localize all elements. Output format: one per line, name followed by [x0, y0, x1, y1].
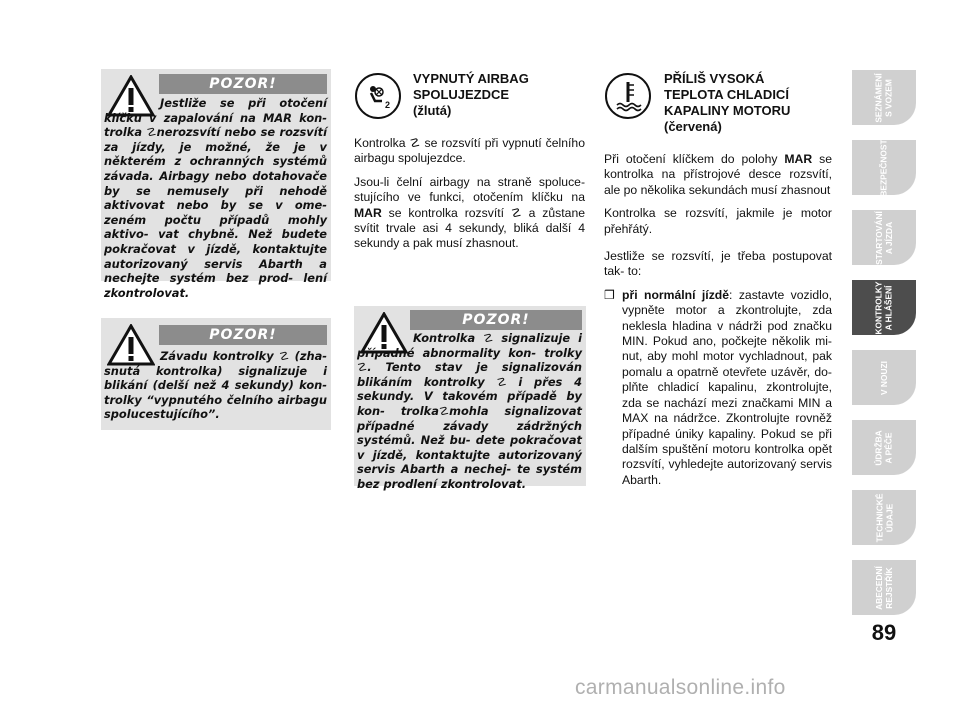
warning-box-bottom-left	[101, 318, 331, 430]
airbag-section-title: VYPNUTÝ AIRBAG SPOLUJEZDCE (žlutá)	[413, 71, 529, 118]
coolant-temperature-icon	[604, 72, 652, 120]
tab-bezpecnost[interactable]: BEZPEČNOST	[852, 140, 916, 195]
warning-text: Kontrolka ☡ signalizuje i případné abnormality kon- trolky ☡. Tento stav je signalizován blikáním kontrolky ☡ i přes 4 sekundy. V takovém případě by kon- trolka☡mohla signalizovat případné závady zádržných systémů. Než bu- dete pokračovat v jízdě, kontaktujte autorizovaný servis Abarth a nechej- te systém bez prodlení zkontrolovat.	[357, 331, 582, 491]
svg-text:2: 2	[385, 100, 391, 110]
page-number: 89	[871, 620, 897, 645]
bullet-item: ❒ při normální jízdě: zastavte vozidlo, vypněte motor a zkontrolujte, zda neklesla hladina v nádrži pod značku MIN. Pokud ano, počkejte několik mi- nut, aby mohl motor vychladnout, pak pomalu a opatrně otevřete uzávěr, do- plňte chladicí kapalinu, zkontrolujte, zda se nachází mezi značkami MIN a MAX na nádržce. Zkontrolujte rovněž případné úniky kapaliny. Pokud se při dalším spuštění motoru kontrolka opět rozsvítí, vyhledejte autorizovaný servis Abarth.	[604, 287, 832, 487]
tab-startovani[interactable]: STARTOVÁNÍ A JÍZDA	[852, 210, 916, 265]
tab-udrzba[interactable]: ÚDRŽBA A PÉČE	[852, 420, 916, 475]
paragraph: Jsou-li čelní airbagy na straně spoluce- stujícího ve funkci, otočením klíčku na MAR se kontrolka rozsvítí ☡ a zůstane svítit trvale asi 4 sekundy, bliká další 4 sekundy a pak musí zhasnout.	[354, 174, 585, 251]
coolant-section-body	[604, 152, 832, 488]
tab-kontrolky[interactable]: KONTROLKY A HLÁŠENÍ	[852, 280, 916, 335]
paragraph: Kontrolka se rozsvítí, jakmile je motor přehřátý.	[604, 206, 832, 236]
warning-text: Závadu kontrolky ☡ (zha- snutá kontrolka) signalizuje i blikání (delší než 4 sekundy) kon- trolky “vypnutého čelního airbagu spolucestujícího”.	[104, 349, 327, 422]
paragraph: Při otočení klíčkem do polohy MAR se kontrolka na přístrojové desce rozsvítí, ale po několika sekundách musí zhasnout	[604, 152, 832, 197]
tab-rejstrik[interactable]: ABECEDNÍ REJSTŘÍK	[852, 560, 916, 615]
paragraph: Kontrolka ☡ se rozsvítí při vypnutí čelního airbagu spolujezdce.	[354, 136, 585, 166]
paragraph: Jestliže se rozsvítí, je třeba postupovat tak- to:	[604, 249, 832, 279]
warning-header: POZOR!	[159, 74, 327, 94]
checkbox-bullet-icon: ❒	[604, 287, 615, 302]
warning-box-top-left	[101, 69, 331, 300]
warning-header: POZOR!	[410, 310, 582, 330]
warning-text: Jestliže se při otočení klíčku v zapalování na MAR kon- trolka ☡nerozsvítí nebo se rozsvítí za jízdy, je možné, že je v některém z ochranných systémů závada. Airbagy nebo dotahovače by se nemusely při nehodě aktivovat nebo by se v ome- zeném počtu případů mohly aktivo- vat chybně. Než budete pokračovat v jízdě, kontaktujte autorizovaný servis Abarth a nechejte systém bez prod- lení zkontrolovat.	[104, 96, 327, 300]
airbag-off-icon	[354, 72, 402, 120]
tab-seznameni[interactable]: SEZNÁMENÍ S VOZEM	[852, 70, 916, 125]
watermark: carmanualsonline.info	[575, 676, 786, 699]
tab-v-nouzi[interactable]: V NOUZI	[852, 350, 916, 405]
tab-technicke[interactable]: TECHNICKÉ ÚDAJE	[852, 490, 916, 545]
warning-box-middle	[354, 306, 586, 491]
airbag-section-body	[354, 136, 585, 260]
warning-header: POZOR!	[159, 325, 327, 345]
coolant-section-title: PŘÍLIŠ VYSOKÁ TEPLOTA CHLADICÍ KAPALINY MOTORU (červená)	[664, 71, 791, 134]
